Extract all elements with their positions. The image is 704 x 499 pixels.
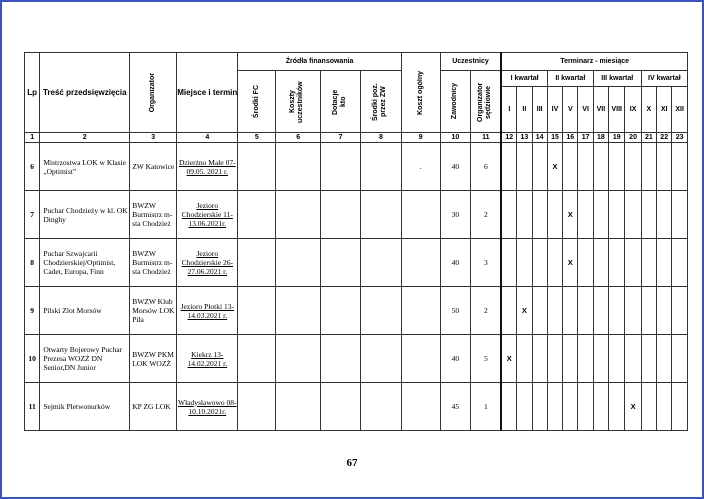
row-month-2 — [517, 239, 532, 287]
row-month-4 — [547, 239, 562, 287]
row-zawodnicy: 50 — [440, 287, 471, 335]
row-month-2 — [517, 191, 532, 239]
row-koszt-ogolny — [401, 383, 440, 431]
row-tresc: Puchar Chodzieży w kl. OK Dinghy — [40, 191, 130, 239]
row-month-5 — [563, 143, 578, 191]
column-number-17: 17 — [578, 133, 593, 143]
header-tresc: Treść przedsięwzięcia — [40, 53, 130, 133]
row-srodki-fc — [238, 191, 276, 239]
header-kwartal-3: III kwartał — [593, 71, 641, 87]
row-tresc: Mistrzostwa LOK w Klasie „Optimist” — [40, 143, 130, 191]
header-sedziowie — [471, 71, 502, 133]
row-month-12 — [672, 287, 688, 335]
row-tresc: Pilski Zlot Morsów — [40, 287, 130, 335]
row-koszt-ogolny — [401, 335, 440, 383]
schedule-table — [24, 52, 688, 431]
row-month-8 — [609, 335, 625, 383]
row-month-11 — [657, 287, 672, 335]
row-month-5 — [563, 335, 578, 383]
row-month-2 — [517, 143, 532, 191]
row-lp: 8 — [25, 239, 40, 287]
header-zawodnicy-label: Zawodnicy — [451, 83, 459, 120]
row-month-7 — [593, 335, 608, 383]
row-month-5 — [563, 287, 578, 335]
row-lp: 6 — [25, 143, 40, 191]
row-srodki-zw — [360, 239, 401, 287]
header-miejsce: Miejsce i termin — [177, 53, 238, 133]
table-row — [25, 335, 688, 383]
page-number: 67 — [346, 457, 358, 469]
column-number-4: 4 — [177, 133, 238, 143]
column-number-12: 12 — [501, 133, 516, 143]
row-miejsce-termin-text: Jezioro Chodzierskie 11-13.06.2021r. — [181, 201, 233, 228]
header-srodki-zw — [360, 71, 401, 133]
row-miejsce-termin-text: Kiekrz 13-14.02.2021 r. — [187, 349, 228, 368]
row-month-mark: X — [517, 287, 532, 335]
row-zawodnicy: 45 — [440, 383, 471, 431]
column-number-18: 18 — [593, 133, 608, 143]
row-month-10 — [641, 287, 656, 335]
row-lp: 10 — [25, 335, 40, 383]
row-zawodnicy: 30 — [440, 191, 471, 239]
row-sedziowie: 2 — [471, 287, 502, 335]
row-month-6 — [578, 143, 593, 191]
row-koszt-ogolny — [401, 191, 440, 239]
header-zawodnicy — [440, 71, 471, 133]
header-month-2: II — [517, 87, 532, 133]
schedule-table-wrapper — [24, 52, 688, 431]
row-miejsce-termin-text: Władysławowo 08-10.10.2021r. — [178, 397, 237, 416]
row-month-4 — [547, 335, 562, 383]
header-month-7: VII — [593, 87, 608, 133]
row-month-1 — [501, 239, 516, 287]
row-month-11 — [657, 239, 672, 287]
column-number-3: 3 — [130, 133, 177, 143]
column-number-row — [25, 133, 688, 143]
row-month-mark: X — [563, 239, 578, 287]
table-row — [25, 143, 688, 191]
row-month-3 — [532, 335, 547, 383]
row-dotacje — [321, 383, 361, 431]
row-tresc: Otwarty Bojerowy Puchar Prezesa WOZŻ DN Senior,DN Junior — [40, 335, 130, 383]
header-dotacje-label: Dotacje kto — [331, 88, 347, 115]
row-month-9 — [625, 239, 641, 287]
header-sedziowie-label: Organizator sędziowie — [476, 81, 492, 122]
row-month-7 — [593, 287, 608, 335]
row-sedziowie: 3 — [471, 239, 502, 287]
row-month-10 — [641, 191, 656, 239]
header-uczestnicy: Uczestnicy — [440, 53, 501, 71]
column-number-16: 16 — [563, 133, 578, 143]
header-month-5: V — [563, 87, 578, 133]
row-month-1 — [501, 143, 516, 191]
row-sedziowie: 2 — [471, 191, 502, 239]
row-month-11 — [657, 335, 672, 383]
row-srodki-zw — [360, 143, 401, 191]
row-month-12 — [672, 383, 688, 431]
column-number-8: 8 — [360, 133, 401, 143]
row-dotacje — [321, 239, 361, 287]
row-miejsce-termin-text: Jezioro Płotki 13-14.03.2021 r. — [180, 301, 234, 320]
row-month-mark: X — [501, 335, 516, 383]
row-month-12 — [672, 335, 688, 383]
row-srodki-zw — [360, 383, 401, 431]
row-month-5 — [563, 383, 578, 431]
row-dotacje — [321, 143, 361, 191]
column-number-7: 7 — [321, 133, 361, 143]
row-miejsce-termin — [177, 143, 238, 191]
header-month-10: X — [641, 87, 656, 133]
header-koszt-ogolny-label: Koszt ogólny — [416, 70, 424, 115]
row-koszty-uczestnikow — [276, 191, 321, 239]
row-month-11 — [657, 191, 672, 239]
row-srodki-zw — [360, 287, 401, 335]
row-month-1 — [501, 191, 516, 239]
row-dotacje — [321, 335, 361, 383]
row-month-8 — [609, 191, 625, 239]
row-srodki-fc — [238, 287, 276, 335]
row-month-9 — [625, 335, 641, 383]
header-lp: Lp — [25, 53, 40, 133]
row-month-6 — [578, 287, 593, 335]
row-organizator: BWZW Klub Morsów LOK Piła — [130, 287, 177, 335]
row-koszty-uczestnikow — [276, 143, 321, 191]
row-month-4 — [547, 383, 562, 431]
row-koszt-ogolny: . — [401, 143, 440, 191]
row-month-6 — [578, 239, 593, 287]
row-month-10 — [641, 335, 656, 383]
row-dotacje — [321, 287, 361, 335]
column-number-11: 11 — [471, 133, 502, 143]
row-month-3 — [532, 287, 547, 335]
row-month-7 — [593, 239, 608, 287]
header-month-8: VIII — [609, 87, 625, 133]
row-month-4 — [547, 191, 562, 239]
row-month-11 — [657, 143, 672, 191]
row-month-3 — [532, 191, 547, 239]
row-koszt-ogolny — [401, 239, 440, 287]
row-month-8 — [609, 239, 625, 287]
row-month-4 — [547, 287, 562, 335]
header-dotacje — [321, 71, 361, 133]
header-kwartal-2: II kwartał — [547, 71, 593, 87]
header-month-4: IV — [547, 87, 562, 133]
row-miejsce-termin-text: Jezioro Chodzierskie 26-27.06.2021 r. — [181, 249, 234, 276]
row-month-6 — [578, 191, 593, 239]
row-month-7 — [593, 191, 608, 239]
column-number-21: 21 — [641, 133, 656, 143]
row-month-mark: X — [547, 143, 562, 191]
row-sedziowie: 6 — [471, 143, 502, 191]
row-organizator: BWZW Burmistrz m-sta Chodzież — [130, 191, 177, 239]
table-row — [25, 287, 688, 335]
column-number-1: 1 — [25, 133, 40, 143]
row-organizator: BWZW PKM LOK WOZŻ — [130, 335, 177, 383]
row-sedziowie: 5 — [471, 335, 502, 383]
row-tresc: Puchar Szwajcarii Chodzierskiej/Optimist, Cadet, Europa, Finn — [40, 239, 130, 287]
header-kwartal-4: IV kwartał — [641, 71, 687, 87]
header-month-6: VI — [578, 87, 593, 133]
header-koszty-uczestnikow-label: Koszty uczestników — [289, 80, 305, 123]
column-number-19: 19 — [609, 133, 625, 143]
column-number-14: 14 — [532, 133, 547, 143]
row-month-2 — [517, 335, 532, 383]
column-number-9: 9 — [401, 133, 440, 143]
row-month-3 — [532, 383, 547, 431]
column-number-6: 6 — [276, 133, 321, 143]
row-month-11 — [657, 383, 672, 431]
schedule-table-body — [25, 133, 688, 431]
header-month-12: XII — [672, 87, 688, 133]
row-koszty-uczestnikow — [276, 383, 321, 431]
column-number-2: 2 — [40, 133, 130, 143]
row-month-mark: X — [625, 383, 641, 431]
row-month-9 — [625, 191, 641, 239]
row-month-6 — [578, 383, 593, 431]
row-srodki-fc — [238, 143, 276, 191]
column-number-22: 22 — [657, 133, 672, 143]
header-koszt-ogolny — [401, 53, 440, 133]
row-srodki-fc — [238, 335, 276, 383]
column-number-5: 5 — [238, 133, 276, 143]
header-organizator — [130, 53, 177, 133]
row-zawodnicy: 40 — [440, 239, 471, 287]
row-srodki-zw — [360, 335, 401, 383]
header-month-9: IX — [625, 87, 641, 133]
column-number-15: 15 — [547, 133, 562, 143]
header-zrodla: Źródła finansowania — [238, 53, 401, 71]
row-month-10 — [641, 239, 656, 287]
row-lp: 9 — [25, 287, 40, 335]
row-month-9 — [625, 143, 641, 191]
row-miejsce-termin — [177, 383, 238, 431]
row-tresc: Sejmik Płetwonurków — [40, 383, 130, 431]
header-month-1: I — [501, 87, 516, 133]
header-month-11: XI — [657, 87, 672, 133]
row-zawodnicy: 40 — [440, 335, 471, 383]
row-srodki-zw — [360, 191, 401, 239]
row-zawodnicy: 40 — [440, 143, 471, 191]
table-row — [25, 383, 688, 431]
row-month-6 — [578, 335, 593, 383]
row-month-3 — [532, 143, 547, 191]
header-srodki-fc — [238, 71, 276, 133]
header-kwartal-1: I kwartał — [501, 71, 547, 87]
row-month-10 — [641, 383, 656, 431]
row-month-3 — [532, 239, 547, 287]
row-srodki-fc — [238, 239, 276, 287]
row-koszty-uczestnikow — [276, 239, 321, 287]
row-sedziowie: 1 — [471, 383, 502, 431]
row-month-9 — [625, 287, 641, 335]
row-koszt-ogolny — [401, 287, 440, 335]
row-dotacje — [321, 191, 361, 239]
column-number-13: 13 — [517, 133, 532, 143]
header-srodki-zw-label: Środki poz. przez ZW — [371, 82, 387, 121]
row-month-8 — [609, 383, 625, 431]
row-lp: 7 — [25, 191, 40, 239]
row-miejsce-termin — [177, 191, 238, 239]
column-number-10: 10 — [440, 133, 471, 143]
row-organizator: BWZW Burmistrz m-sta Chodzież — [130, 239, 177, 287]
row-month-10 — [641, 143, 656, 191]
row-miejsce-termin — [177, 287, 238, 335]
row-koszty-uczestnikow — [276, 335, 321, 383]
table-row — [25, 239, 688, 287]
row-lp: 11 — [25, 383, 40, 431]
row-organizator: KP ZG LOK — [130, 383, 177, 431]
row-miejsce-termin-text: Dzierżno Małe 07-09.05. 2021 r. — [178, 157, 236, 176]
column-number-20: 20 — [625, 133, 641, 143]
row-month-7 — [593, 143, 608, 191]
row-month-12 — [672, 191, 688, 239]
row-month-1 — [501, 383, 516, 431]
table-row — [25, 191, 688, 239]
row-koszty-uczestnikow — [276, 287, 321, 335]
header-srodki-fc-label: Środki FC — [252, 84, 260, 119]
row-month-8 — [609, 287, 625, 335]
row-month-1 — [501, 287, 516, 335]
header-organizator-label: Organizator — [149, 72, 157, 113]
row-month-mark: X — [563, 191, 578, 239]
row-miejsce-termin — [177, 239, 238, 287]
row-month-7 — [593, 383, 608, 431]
header-terminarz: Terminarz - miesiące — [501, 53, 687, 71]
row-srodki-fc — [238, 383, 276, 431]
row-miejsce-termin — [177, 335, 238, 383]
header-koszty-uczestnikow — [276, 71, 321, 133]
column-number-23: 23 — [672, 133, 688, 143]
row-month-8 — [609, 143, 625, 191]
row-month-12 — [672, 239, 688, 287]
header-month-3: III — [532, 87, 547, 133]
row-month-12 — [672, 143, 688, 191]
row-organizator: ZW Katowice — [130, 143, 177, 191]
row-month-2 — [517, 383, 532, 431]
